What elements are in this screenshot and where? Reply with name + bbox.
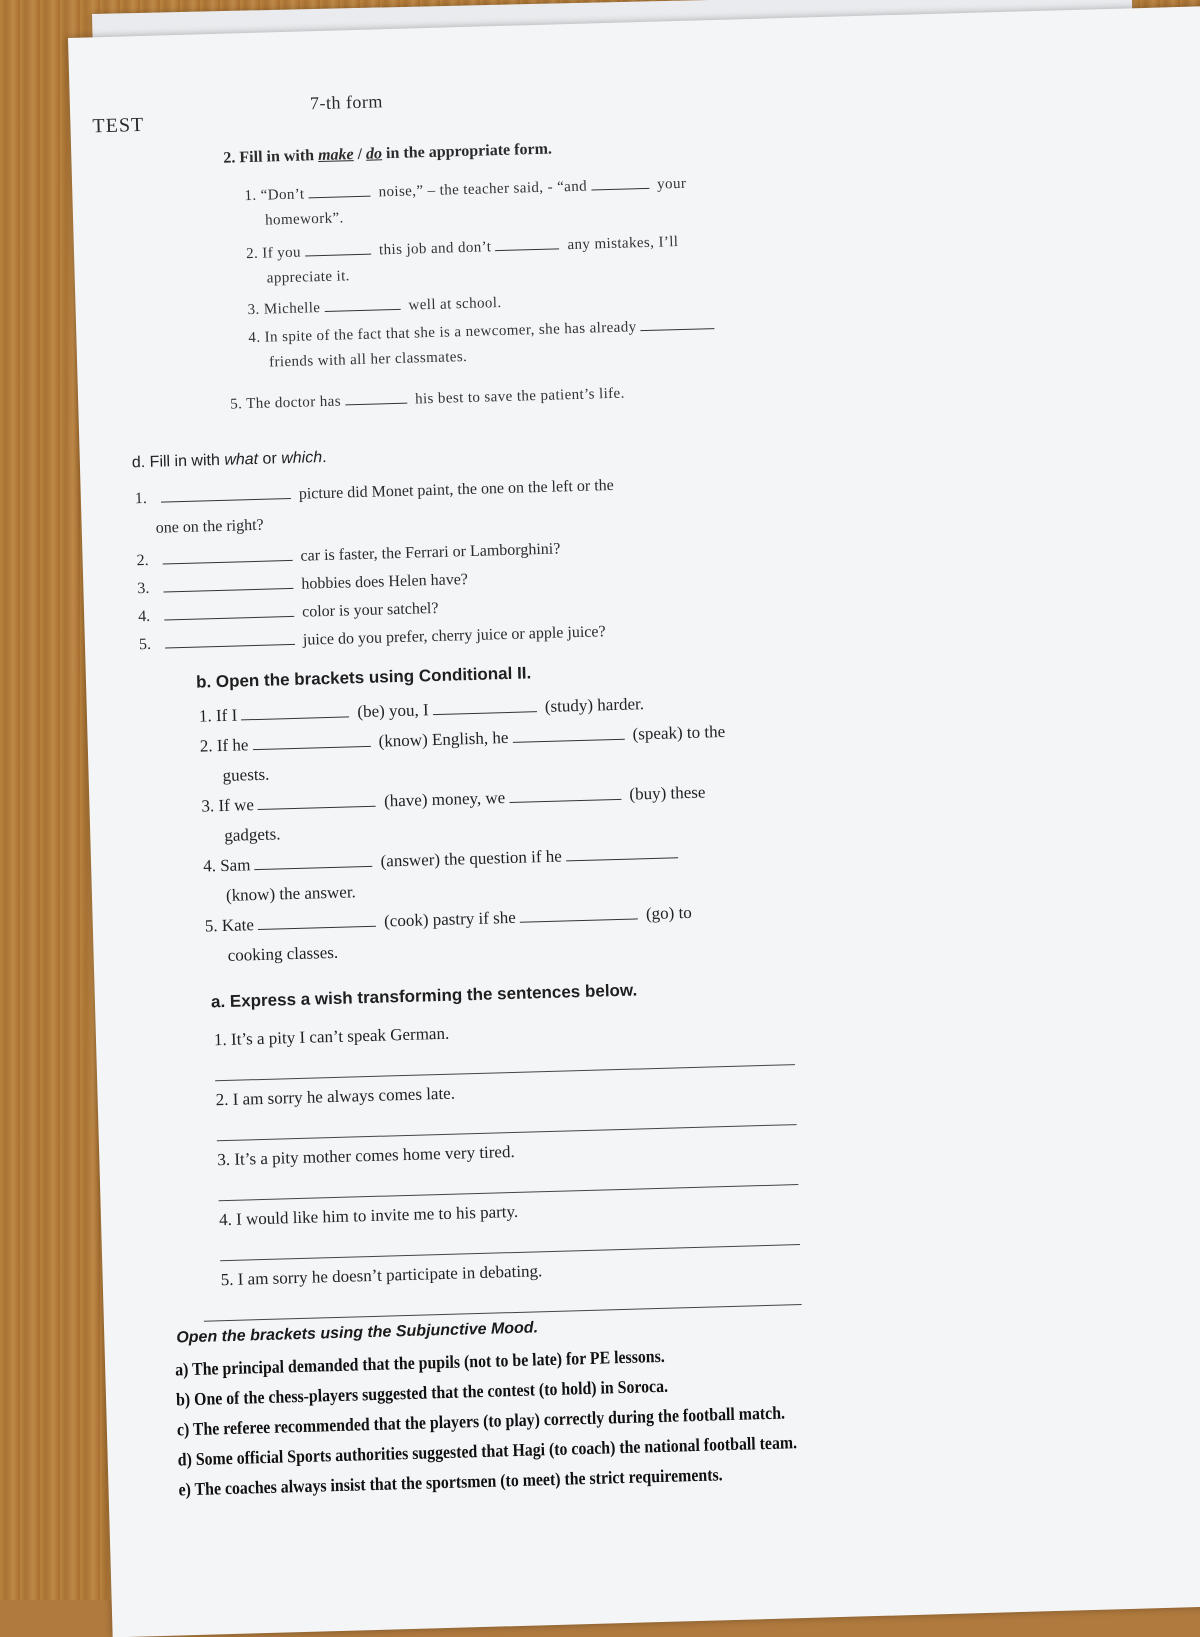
- make-do-item-continuation: appreciate it.: [266, 268, 351, 287]
- answer-blank[interactable]: [566, 843, 678, 861]
- answer-line[interactable]: [215, 1064, 795, 1081]
- conditional-item: 1. If I (be) you, I (study) harder.: [198, 694, 645, 726]
- what-which-item: 4. color is your satchel?: [137, 599, 439, 626]
- answer-blank[interactable]: [324, 295, 400, 312]
- answer-blank[interactable]: [163, 574, 293, 593]
- answer-blank[interactable]: [162, 546, 292, 565]
- answer-blank[interactable]: [305, 240, 371, 257]
- make-do-item: 2. If you this job and don’t any mistakes, I’ll: [245, 234, 679, 263]
- answer-blank[interactable]: [165, 630, 295, 649]
- subjunctive-item: e) The coaches always insist that the sportsmen (to meet) the strict requirements.: [178, 1464, 723, 1500]
- subjunctive-item: a) The principal demanded that the pupils (not to be late) for PE lessons.: [174, 1345, 665, 1380]
- answer-blank[interactable]: [258, 912, 376, 930]
- answer-blank[interactable]: [164, 602, 294, 621]
- answer-blank[interactable]: [640, 314, 714, 331]
- what-which-item: 5. juice do you prefer, cherry juice or apple juice?: [138, 623, 606, 654]
- conditional-item-continuation: gadgets.: [224, 824, 281, 845]
- form-label: 7-th form: [309, 91, 384, 114]
- what-which-item: 1. picture did Monet paint, the one on the left or the: [134, 476, 614, 508]
- answer-blank[interactable]: [254, 852, 372, 870]
- answer-blank[interactable]: [509, 785, 621, 803]
- test-title: TEST: [92, 113, 145, 138]
- what-which-heading: d. Fill in with what or which.: [131, 448, 327, 472]
- conditional-heading: b. Open the brackets using Conditional II.: [195, 663, 532, 692]
- what-which-item: 2. car is faster, the Ferrari or Lamborghini?: [136, 540, 561, 570]
- subjunctive-item: c) The referee recommended that the players (to play) correctly during the football match.: [176, 1402, 786, 1440]
- wish-heading: a. Express a wish transforming the sentences below.: [210, 980, 638, 1012]
- conditional-item: 4. Sam (answer) the question if he: [203, 843, 682, 876]
- subjunctive-item: b) One of the chess-players suggested that the contest (to hold) in Soroca.: [175, 1375, 669, 1410]
- answer-blank[interactable]: [520, 904, 638, 922]
- test-content: [68, 8, 1171, 1597]
- wish-item: 2. I am sorry he always comes late.: [215, 1083, 456, 1110]
- conditional-item: 3. If we (have) money, we (buy) these: [201, 782, 706, 816]
- wish-item: 4. I would like him to invite me to his party.: [218, 1201, 519, 1230]
- answer-blank[interactable]: [512, 725, 624, 743]
- make-do-heading: 2. Fill in with make / do in the appropriate form.: [223, 140, 553, 167]
- wish-item: 1. It’s a pity I can’t speak German.: [213, 1023, 450, 1050]
- answer-blank[interactable]: [258, 792, 376, 810]
- conditional-item-continuation: guests.: [222, 764, 270, 785]
- conditional-item-continuation: cooking classes.: [227, 942, 339, 965]
- answer-line[interactable]: [204, 1304, 802, 1322]
- make-do-item: 3. Michelle well at school.: [247, 295, 502, 319]
- answer-blank[interactable]: [161, 484, 291, 503]
- answer-blank[interactable]: [252, 732, 370, 750]
- answer-blank[interactable]: [308, 182, 370, 199]
- wish-item: 5. I am sorry he doesn’t participate in debating.: [220, 1261, 543, 1290]
- conditional-item: 2. If he (know) English, he (speak) to the: [199, 721, 726, 756]
- answer-blank[interactable]: [495, 234, 559, 251]
- conditional-item: 5. Kate (cook) pastry if she (go) to: [204, 902, 693, 936]
- make-do-item-continuation: friends with all her classmates.: [268, 348, 468, 371]
- subjunctive-item: d) Some official Sports authorities suggested that Hagi (to coach) the national football team.: [177, 1432, 798, 1470]
- make-do-item: 5. The doctor has his best to save the patient’s life.: [230, 385, 626, 413]
- answer-line[interactable]: [220, 1244, 800, 1261]
- what-which-item-continuation: one on the right?: [155, 516, 264, 537]
- what-which-item: 3. hobbies does Helen have?: [137, 571, 469, 598]
- wish-item: 3. It’s a pity mother comes home very tired.: [217, 1141, 515, 1170]
- answer-line[interactable]: [217, 1124, 797, 1141]
- answer-blank[interactable]: [241, 702, 349, 720]
- answer-blank[interactable]: [432, 697, 536, 715]
- answer-line[interactable]: [219, 1184, 799, 1201]
- answer-blank[interactable]: [591, 174, 649, 191]
- conditional-item-continuation: (know) the answer.: [225, 882, 357, 905]
- make-do-item: 4. In spite of the fact that she is a newcomer, she has already: [248, 314, 719, 347]
- answer-blank[interactable]: [345, 389, 407, 406]
- make-do-item: 1. “Don’t noise,” – the teacher said, - “and your: [244, 175, 687, 205]
- make-do-item-continuation: homework”.: [264, 210, 344, 229]
- subjunctive-heading: Open the brackets using the Subjunctive Mood.: [176, 1319, 539, 1347]
